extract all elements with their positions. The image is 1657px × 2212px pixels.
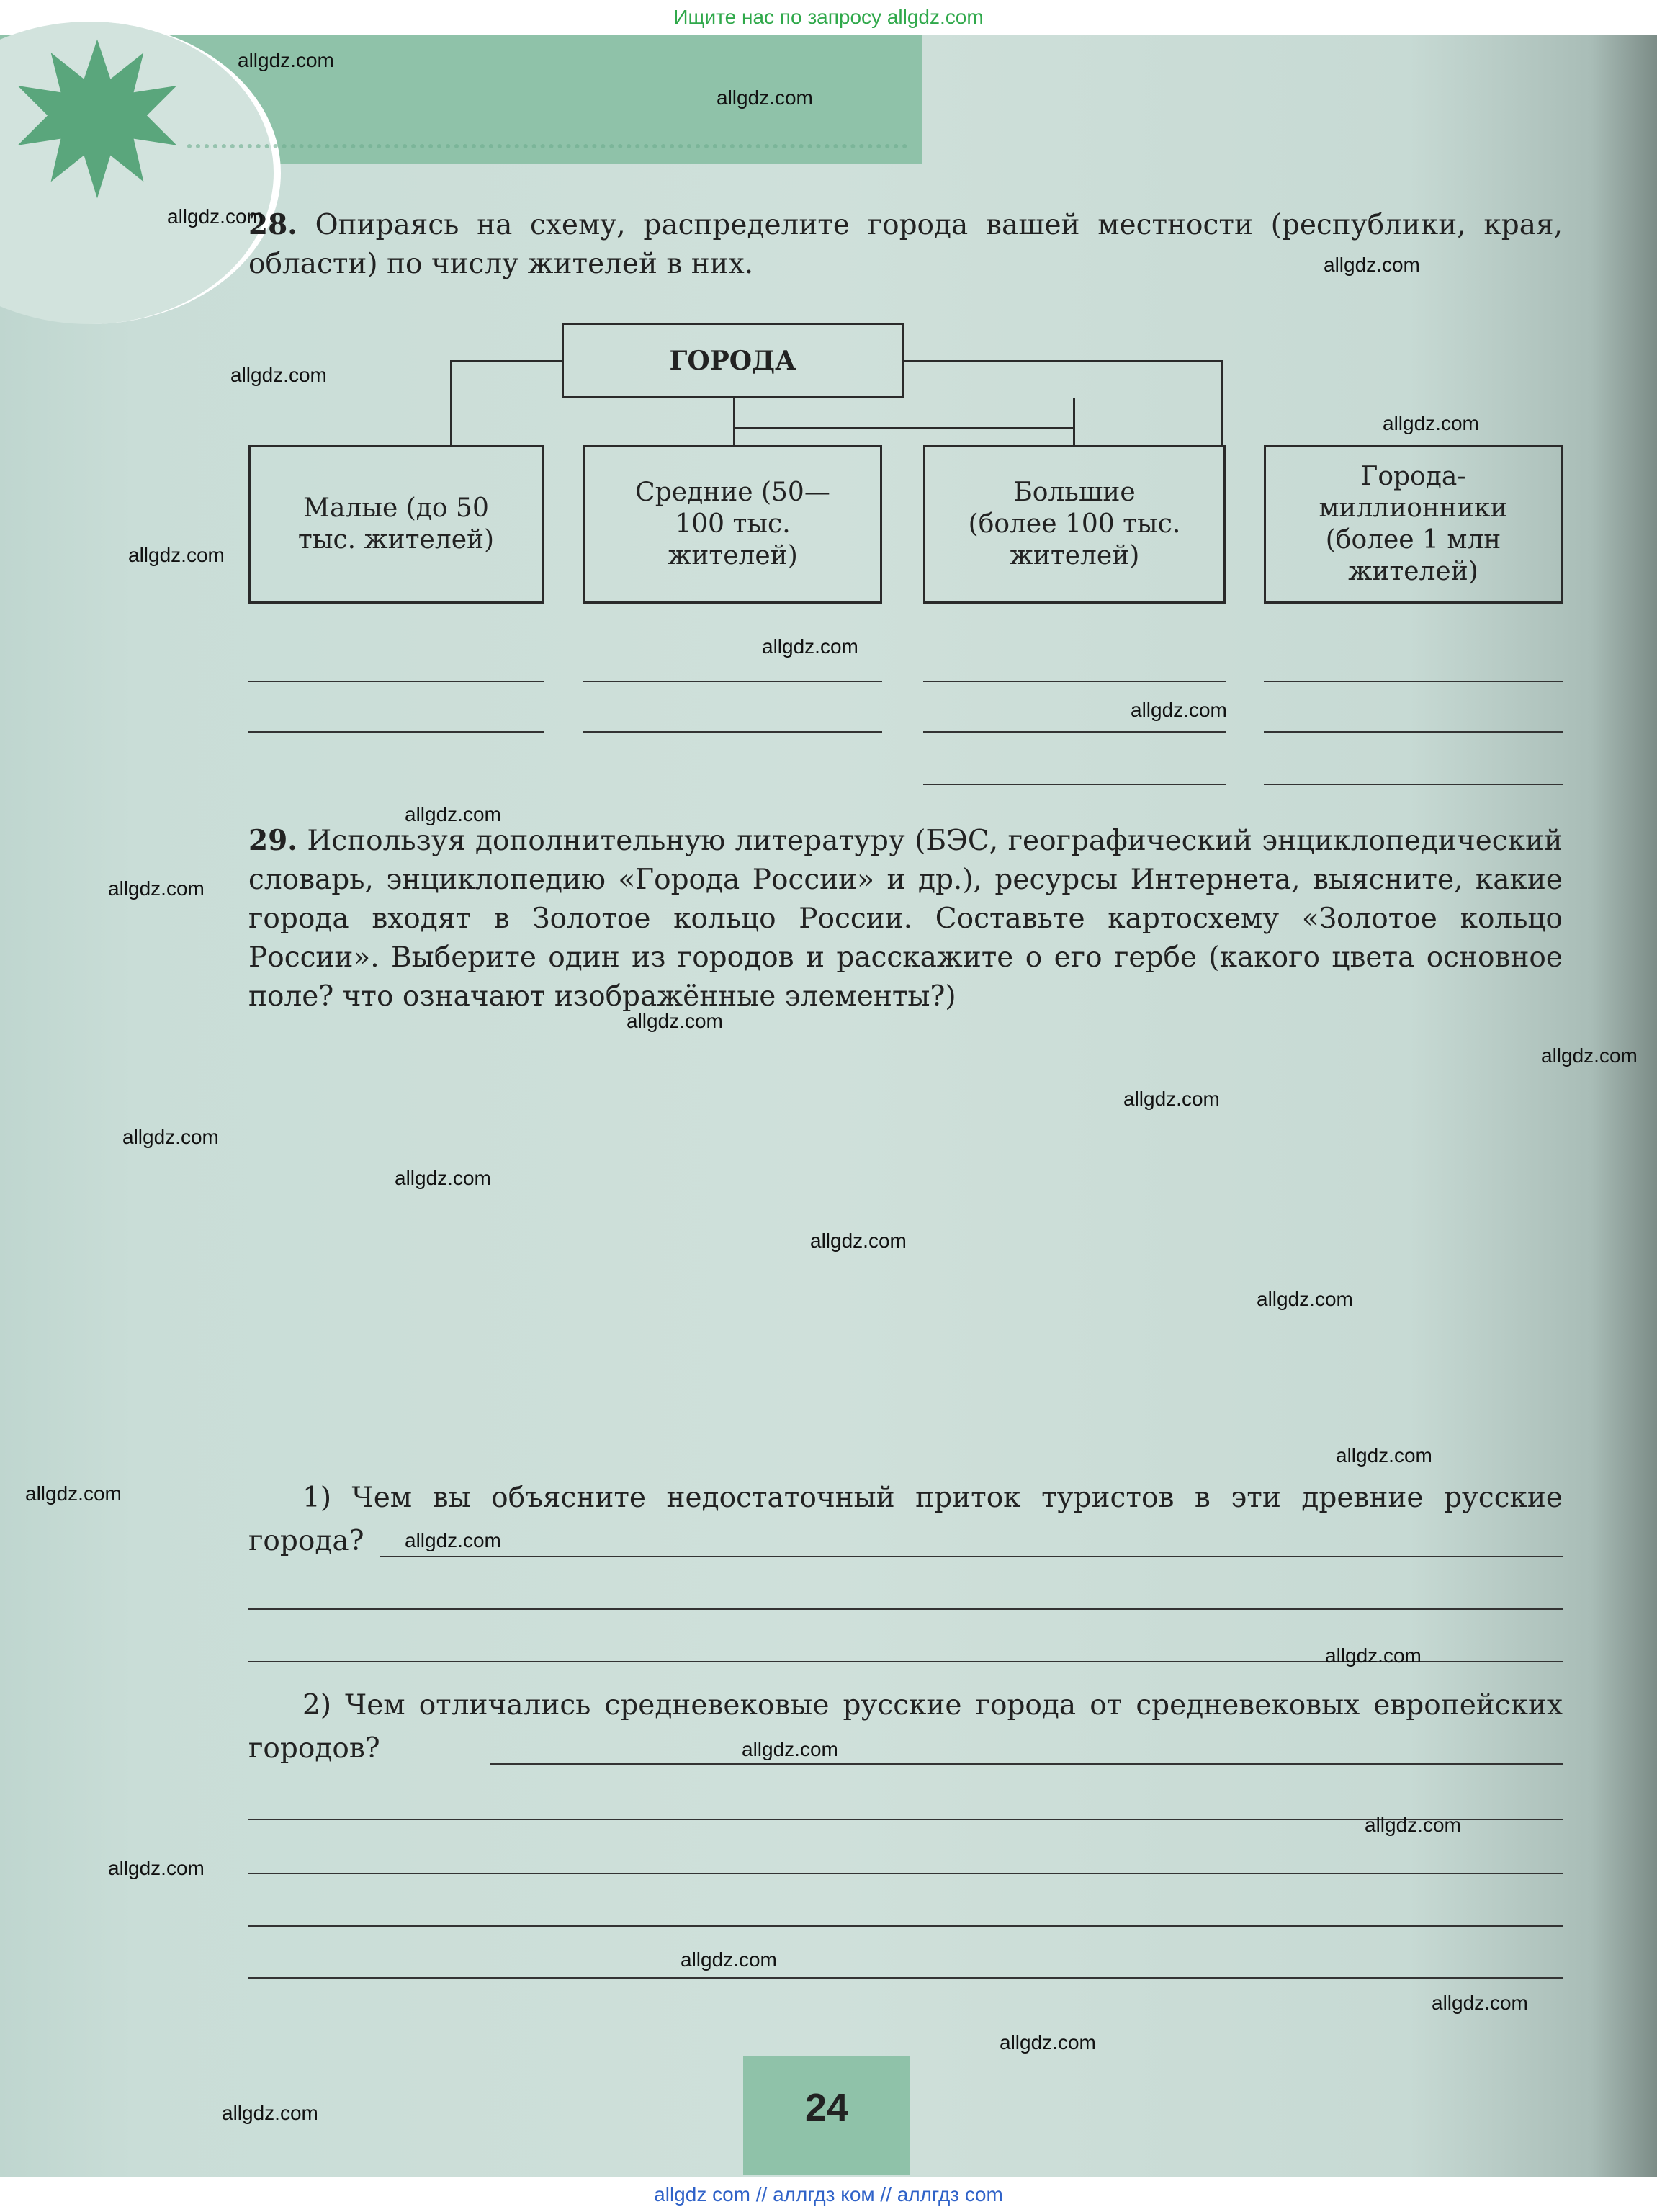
answer-line	[1264, 731, 1563, 733]
diagram-connector	[450, 360, 562, 362]
category-label: Города-миллионники (более 1 млн жителей)	[1319, 462, 1508, 586]
category-label: Средние (50—100 тыс. жителей)	[635, 478, 830, 570]
watermark: allgdz.com	[1383, 412, 1479, 434]
watermark: allgdz.com	[1365, 1814, 1461, 1836]
question-1-text: 1) Чем вы объясните недостаточный приток туристов в эти древние русские города?	[248, 1482, 1563, 1557]
watermark: allgdz.com	[1432, 1992, 1528, 2014]
diagram-connector	[450, 360, 452, 445]
category-box-million	[1264, 445, 1563, 604]
diagram-connector	[733, 398, 735, 427]
watermark: allgdz.com	[122, 1126, 219, 1148]
answer-line	[248, 1608, 1563, 1610]
watermark: allgdz.com	[1325, 1644, 1422, 1667]
watermark: allgdz.com	[762, 635, 858, 658]
watermark: allgdz.com	[1257, 1288, 1353, 1310]
watermark: allgdz.com	[742, 1738, 838, 1760]
watermark: allgdz.com	[1336, 1444, 1432, 1467]
answer-line	[923, 784, 1226, 785]
watermark: allgdz.com	[238, 49, 334, 71]
watermark: allgdz.com	[128, 544, 225, 566]
watermark: allgdz.com	[627, 1010, 723, 1032]
answer-line	[583, 681, 882, 682]
category-label: Большие (более 100 тыс. жителей)	[968, 478, 1181, 570]
answer-line	[380, 1556, 1563, 1557]
watermark: allgdz.com	[405, 1529, 501, 1551]
exercise-29-number: 29.	[248, 824, 297, 857]
watermark: allgdz.com	[1131, 699, 1227, 721]
answer-line	[923, 731, 1226, 733]
answer-line	[248, 1925, 1563, 1927]
watermark: allgdz.com	[395, 1167, 491, 1189]
diagram-connector	[733, 427, 1075, 429]
watermark: allgdz.com	[222, 2102, 318, 2124]
category-label: Малые (до 50 тыс. жителей)	[297, 493, 495, 555]
watermark: allgdz.com	[108, 877, 205, 900]
watermark: allgdz.com	[1123, 1088, 1220, 1110]
diagram-connector	[904, 360, 1221, 362]
answer-line	[1264, 681, 1563, 682]
category-box-small	[248, 445, 544, 604]
bottom-banner: allgdz com // аллгдз ком // аллгдз com	[0, 2177, 1657, 2212]
exercise-28-number: 28.	[248, 208, 297, 241]
question-2	[248, 1684, 1563, 1770]
watermark: allgdz.com	[810, 1230, 907, 1252]
exercise-29-text: Используя дополнительную литературу (БЭС, географический энциклопедический словарь, энциклопедию «Города России» и др.), ресурсы Интернета, выясните, какие города входят в Золотое кольцо России. Составьте картосхему «Золотое кольцо России». Выберите один из городов и расскажите о его гербе (какого цвета основное поле? что означают изображённые элементы?)	[248, 825, 1563, 1013]
category-box-medium	[583, 445, 882, 604]
watermark: allgdz.com	[230, 364, 327, 386]
watermark: allgdz.com	[405, 803, 501, 825]
diagram-connector	[1221, 360, 1223, 445]
watermark: allgdz.com	[25, 1482, 122, 1505]
watermark: allgdz.com	[1541, 1044, 1638, 1067]
page-number: 24	[804, 2086, 849, 2129]
question-2-text: 2) Чем отличались средневековые русские города от средневековых европейских городов?	[248, 1689, 1563, 1765]
star-icon	[14, 36, 180, 202]
watermark: allgdz.com	[1324, 254, 1420, 276]
diagram-root-box	[562, 323, 904, 398]
answer-line	[248, 1873, 1563, 1874]
answer-line	[583, 731, 882, 733]
top-banner: Ищите нас по запросу allgdz.com	[0, 0, 1657, 35]
exercise-29	[248, 821, 1563, 1016]
answer-line	[248, 731, 544, 733]
exercise-28-text: Опираясь на схему, распределите города вашей местности (республики, края, области) по числу жителей в них.	[248, 209, 1563, 280]
category-box-large	[923, 445, 1226, 604]
diagram-connector	[1073, 398, 1075, 427]
diagram-connector	[733, 427, 735, 445]
header-dotted-line	[187, 144, 907, 163]
answer-line	[490, 1763, 1563, 1765]
diagram-connector	[1073, 427, 1075, 445]
answer-line	[248, 1977, 1563, 1979]
answer-line	[1264, 784, 1563, 785]
diagram-root-label: ГОРОДА	[669, 345, 796, 376]
watermark: allgdz.com	[1000, 2031, 1096, 2054]
answer-line	[248, 681, 544, 682]
watermark: allgdz.com	[167, 205, 264, 228]
watermark: allgdz.com	[681, 1948, 777, 1971]
answer-line	[923, 681, 1226, 682]
watermark: allgdz.com	[108, 1857, 205, 1879]
watermark: allgdz.com	[717, 86, 813, 109]
